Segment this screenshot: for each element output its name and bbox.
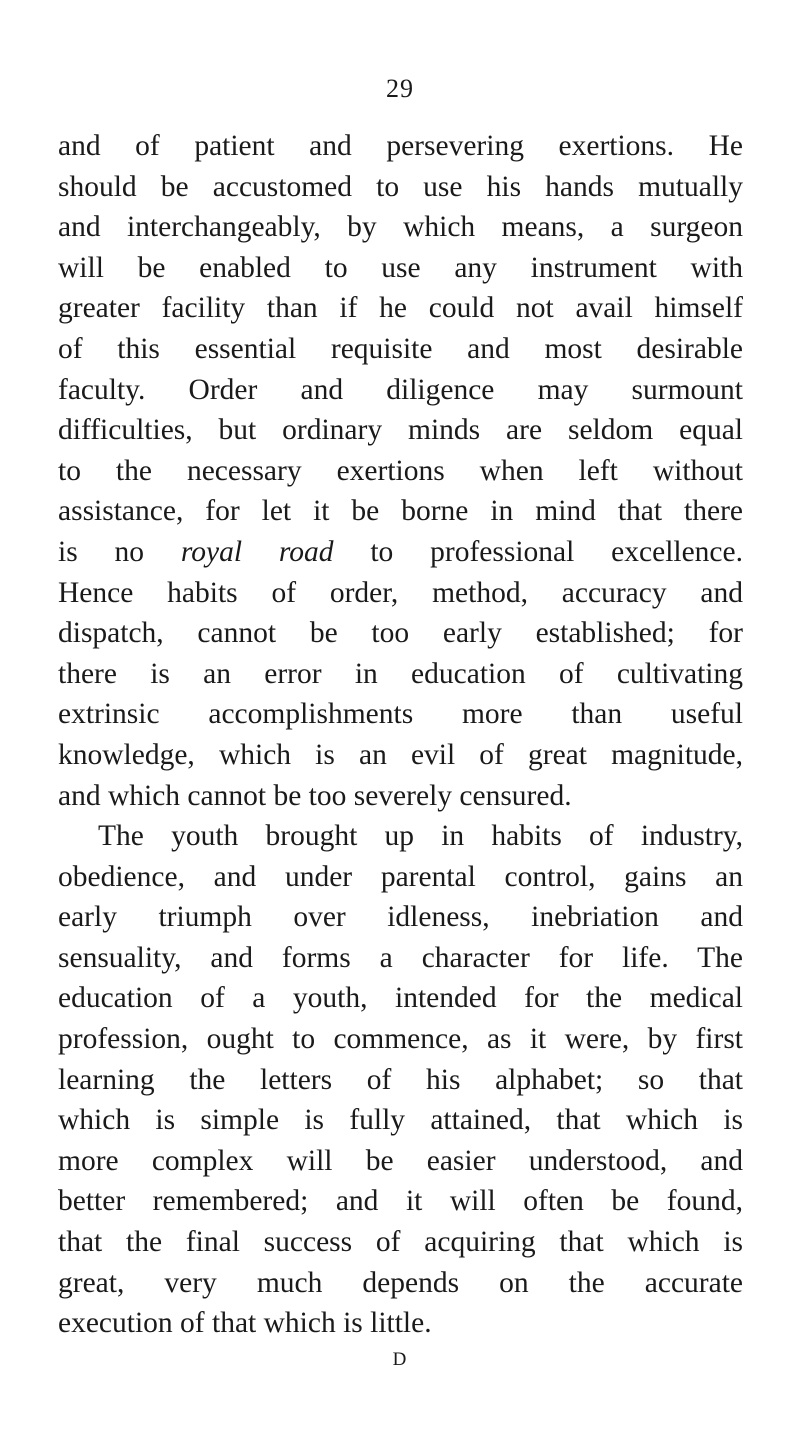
text-line: and which cannot be too severely censured. [58, 779, 572, 812]
text-line: and of patient and persevering exertions. He [58, 130, 743, 162]
text-line: of this essential requisite and most desirable [58, 332, 743, 365]
text-line: there is an error in education of cultivating [58, 657, 743, 690]
text-line: should be accustomed to use his hands mutually [58, 170, 743, 203]
text-line: which is simple is fully attained, that which is [58, 1104, 743, 1137]
page-number: 29 [386, 74, 414, 103]
signature-mark: D [392, 1349, 408, 1370]
text-line: obedience, and under parental control, gains an [58, 860, 743, 893]
text-segment: to professional excellence. [333, 535, 743, 568]
body-text [58, 126, 743, 1344]
italic-phrase: royal road [180, 535, 334, 568]
text-line-with-italic [58, 532, 743, 573]
text-line: difficulties, but ordinary minds are seldom equal [58, 414, 743, 447]
text-line: that the final success of acquiring that which is [58, 1226, 743, 1259]
text-line: profession, ought to commence, as it were, by first [58, 1023, 743, 1056]
text-line: will be enabled to use any instrument with [58, 251, 743, 284]
text-line: better remembered; and it will often be found, [58, 1185, 743, 1218]
text-line: dispatch, cannot be too early established; for [58, 617, 743, 650]
text-line: greater facility than if he could not avail himself [58, 292, 743, 325]
text-line: faculty. Order and diligence may surmount [58, 373, 743, 406]
text-line: education of a youth, intended for the medical [58, 982, 743, 1015]
text-line: Hence habits of order, method, accuracy and [58, 576, 743, 609]
text-line: to the necessary exertions when left without [58, 454, 743, 487]
text-line: more complex will be easier understood, and [58, 1144, 743, 1177]
text-line: early triumph over idleness, inebriation and [58, 901, 743, 934]
text-line: The youth brought up in habits of industry, [98, 820, 743, 853]
text-segment: is no [58, 535, 181, 568]
text-line: extrinsic accomplishments more than useful [58, 698, 743, 731]
text-line: assistance, for let it be borne in mind that there [58, 495, 743, 528]
text-line: sensuality, and forms a character for life. The [58, 941, 743, 974]
text-line: knowledge, which is an evil of great magnitude, [58, 738, 743, 771]
text-line: and interchangeably, by which means, a surgeon [58, 211, 743, 244]
text-line: execution of that which is little. [58, 1307, 432, 1340]
text-line: great, very much depends on the accurate [58, 1266, 743, 1299]
text-line: learning the letters of his alphabet; so that [58, 1063, 743, 1096]
